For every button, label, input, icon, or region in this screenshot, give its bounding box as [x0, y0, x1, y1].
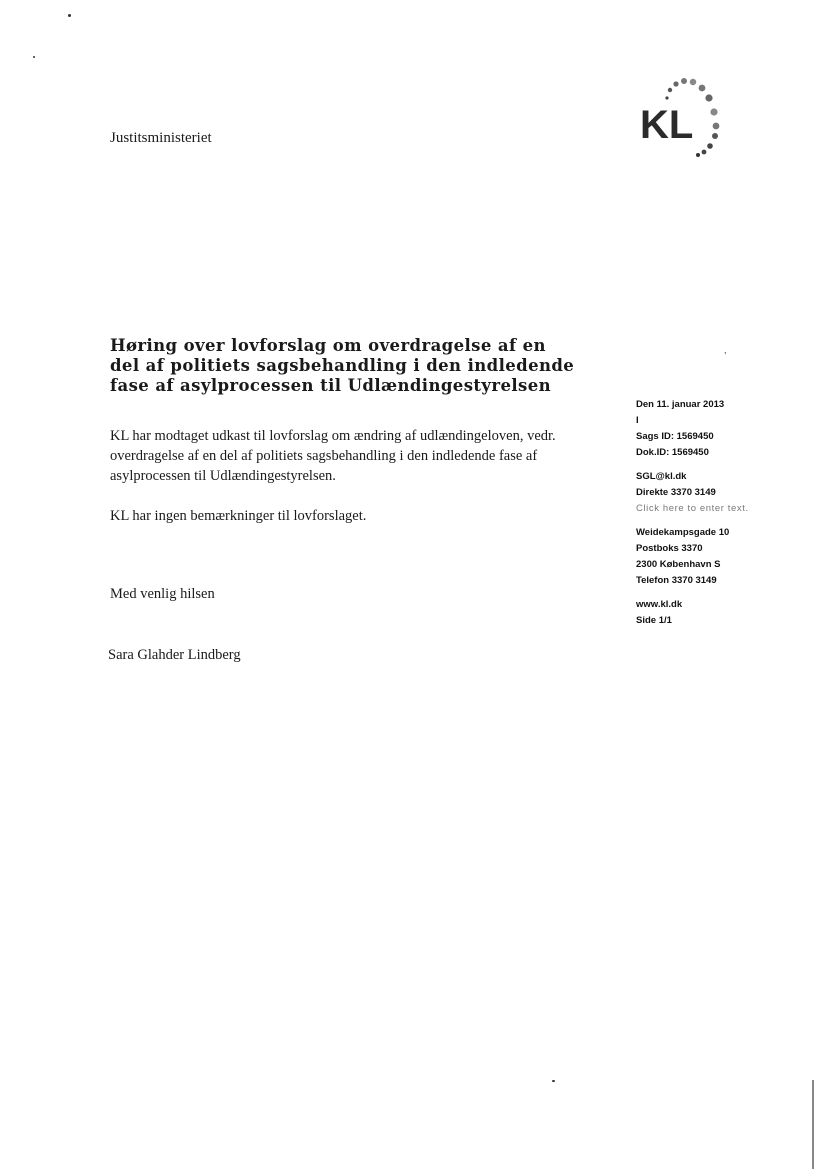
scan-speck [68, 14, 71, 17]
scan-speck [552, 1080, 555, 1082]
marker: I [636, 415, 639, 426]
recipient: Justitsministeriet [110, 130, 212, 146]
letter-title: Høring over lovforslag om overdragelse af en del af politiets sagsbehandling i den indledende fase af asylprocessen til Udlændingestyrelsen [110, 336, 575, 395]
document-id: Dok.ID: 1569450 [636, 447, 709, 458]
stray-mark: , [724, 345, 727, 355]
case-id: Sags ID: 1569450 [636, 431, 714, 442]
scan-edge-line [812, 1080, 814, 1169]
sender-info-sidebar [636, 397, 796, 629]
closing: Med venlig hilsen [110, 586, 215, 602]
website: www.kl.dk [636, 599, 683, 610]
page-number: Side 1/1 [636, 615, 672, 626]
signer-name: Sara Glahder Lindberg [108, 647, 241, 663]
kl-logo [636, 76, 736, 166]
city: 2300 København S [636, 559, 721, 570]
kl-logo-text: KL [640, 103, 694, 147]
street-address: Weidekampsgade 10 [636, 527, 730, 538]
postbox: Postboks 3370 [636, 543, 703, 554]
letter-date: Den 11. januar 2013 [636, 399, 725, 410]
email: SGL@kl.dk [636, 471, 687, 482]
direct-phone: Direkte 3370 3149 [636, 487, 716, 498]
body-paragraph-1: KL har modtaget udkast til lovforslag om ændring af udlændingeloven, vedr. overdragelse af en del af politiets sagsbehandling i den indledende fase af asylprocessen til Udlændingestyrelsen. [110, 428, 556, 484]
placeholder-text: Click here to enter text. [636, 503, 749, 514]
main-phone: Telefon 3370 3149 [636, 575, 717, 586]
body-paragraph-2: KL har ingen bemærkninger til lovforslaget. [110, 508, 367, 524]
kl-logo-mark [636, 76, 736, 166]
scan-speck [33, 56, 35, 58]
